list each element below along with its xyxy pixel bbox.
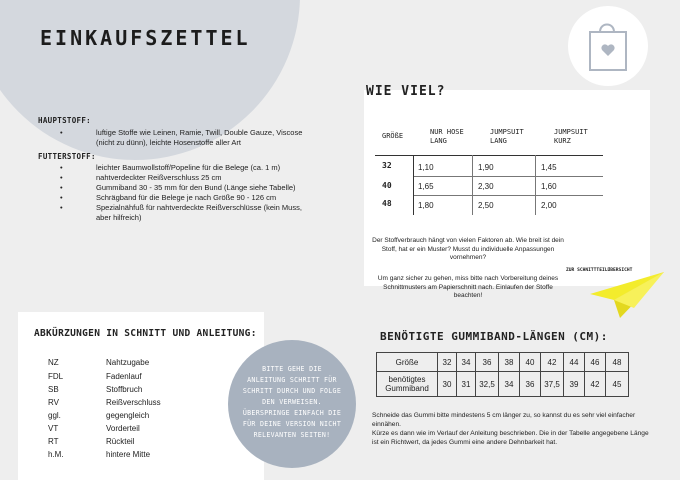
abbr-meaning: Rückteil	[106, 437, 135, 446]
schnittteil-link[interactable]: ZUR SCHNITTTEILÜBERSICHT	[566, 268, 633, 273]
table-cell: 2,00	[541, 201, 557, 210]
abbr-meaning: Vorderteil	[106, 424, 140, 433]
table-cell: 1,65	[418, 182, 434, 191]
col-header-hose: NUR HOSE LANG	[430, 128, 464, 145]
list-item: • luftige Stoffe wie Leinen, Ramie, Twill, Double Gauze, Viscose (nicht zu dünn), leichte Hosenstoffe aller Art	[60, 128, 303, 147]
list-item: • nahtverdeckter Reißverschluss 25 cm	[60, 173, 222, 182]
abbr-code: FDL	[48, 372, 64, 381]
row-label: benötigtes Gummiband	[377, 372, 438, 397]
consumption-note: Der Stoffverbrauch hängt von vielen Faktoren ab. Wie breit ist dein Stoff, hat er ein Muster? Musst du individuelle Anpassungen vornehmen?	[372, 237, 564, 261]
value-cell: 42	[585, 372, 606, 397]
value-cell: 31	[457, 372, 476, 397]
table-rule	[413, 195, 603, 196]
abbr-code: SB	[48, 385, 59, 394]
size-cell: 32	[438, 353, 457, 372]
size-cell: 48	[606, 353, 629, 372]
value-cell: 39	[564, 372, 585, 397]
value-cell: 32,5	[476, 372, 499, 397]
table-cell: 1,90	[478, 163, 494, 172]
shopping-bag-icon	[584, 18, 632, 74]
list-item: • Gummiband 30 - 35 mm für den Bund (Länge siehe Tabelle)	[60, 183, 296, 192]
table-rule	[413, 176, 603, 177]
hauptstoff-list	[60, 128, 306, 148]
table-cell: 1,60	[541, 182, 557, 191]
table-cell: 1,80	[418, 201, 434, 210]
col-header-jumpsuit-lang: JUMPSUIT LANG	[490, 128, 524, 145]
size-cell: 34	[457, 353, 476, 372]
instruction-text: BITTE GEHE DIE ANLEITUNG SCHRITT FÜR SCHRITT DURCH UND FOLGE DEN VERWEISEN. ÜBERSPRINGE EINFACH DIE FÜR DEINE VERSION NICHT RELEVANTEN SEITEN!	[242, 365, 342, 439]
elastic-table	[376, 352, 629, 397]
table-cell: 40	[382, 181, 392, 190]
size-cell: 36	[476, 353, 499, 372]
table-cell: 2,30	[478, 182, 494, 191]
abbr-meaning: hintere Mitte	[106, 450, 151, 459]
value-cell: 30	[438, 372, 457, 397]
hauptstoff-label: HAUPTSTOFF:	[38, 116, 91, 125]
abbr-meaning: Nahtzugabe	[106, 358, 150, 367]
size-cell: 46	[585, 353, 606, 372]
bag-badge	[568, 6, 648, 86]
wieviel-title: WIE VIEL?	[366, 84, 446, 99]
elastic-note-1: Schneide das Gummi bitte mindestens 5 cm länger zu, so kannst du es sehr viel einfacher einnähen.	[372, 412, 636, 428]
size-cell: 44	[564, 353, 585, 372]
measure-note: Um ganz sicher zu gehen, miss bitte nach Vorbereitung deines Schnittmusters am Papierschnitt nach. Einlaufen der Stoffe beachten!	[377, 275, 559, 299]
value-cell: 37,5	[541, 372, 564, 397]
table-cell: 2,50	[478, 201, 494, 210]
list-item: • leichter Baumwollstoff/Popeline für die Belege (ca. 1 m)	[60, 163, 281, 172]
futterstoff-list	[60, 163, 306, 223]
table-rule	[413, 155, 414, 215]
abbr-code: NZ	[48, 358, 59, 367]
size-cell: 38	[499, 353, 520, 372]
paper-plane-icon[interactable]	[584, 270, 666, 320]
elastic-title: BENÖTIGTE GUMMIBAND-LÄNGEN (CM):	[380, 330, 608, 343]
list-item: • Schrägband für die Belege je nach Größe 90 - 126 cm	[60, 193, 277, 202]
value-cell: 34	[499, 372, 520, 397]
size-cell: 42	[541, 353, 564, 372]
value-cell: 36	[520, 372, 541, 397]
col-header-size: GRÖßE	[382, 132, 404, 140]
table-rule	[472, 155, 473, 215]
abbr-meaning: Reißverschluss	[106, 398, 161, 407]
abbr-code: RT	[48, 437, 59, 446]
elastic-notes	[372, 411, 650, 447]
table-rule	[535, 155, 536, 215]
table-row	[377, 353, 629, 372]
elastic-note-2: Kürze es dann wie im Verlauf der Anleitung beschrieben. Die in der Tabelle angegebene Länge ist ein Richtwert, da jedes Gummi eine andere Dehnbarkeit hat.	[372, 430, 649, 446]
table-cell: 1,45	[541, 163, 557, 172]
table-cell: 1,10	[418, 163, 434, 172]
abbr-meaning: Fadenlauf	[106, 372, 142, 381]
page-title: EINKAUFSZETTEL	[40, 26, 251, 50]
instruction-bubble	[228, 340, 356, 468]
col-header-jumpsuit-kurz: JUMPSUIT KURZ	[554, 128, 588, 145]
row-label: Größe	[377, 353, 438, 372]
abbreviations-title: ABKÜRZUNGEN IN SCHNITT UND ANLEITUNG:	[34, 328, 257, 339]
abbr-code: VT	[48, 424, 59, 433]
abbr-code: ggl.	[48, 411, 61, 420]
abbr-meaning: Stoffbruch	[106, 385, 143, 394]
abbr-meaning: gegengleich	[106, 411, 150, 420]
table-cell: 48	[382, 199, 392, 208]
size-cell: 40	[520, 353, 541, 372]
value-cell: 45	[606, 372, 629, 397]
table-row	[377, 372, 629, 397]
table-cell: 32	[382, 161, 392, 170]
list-item: • Spezialnähfuß für nahtverdeckte Reißverschlüsse (kein Muss, aber hilfreich)	[60, 203, 302, 222]
table-rule	[375, 155, 603, 156]
abbr-code: h.M.	[48, 450, 64, 459]
futterstoff-label: FUTTERSTOFF:	[38, 152, 96, 161]
abbr-code: RV	[48, 398, 59, 407]
